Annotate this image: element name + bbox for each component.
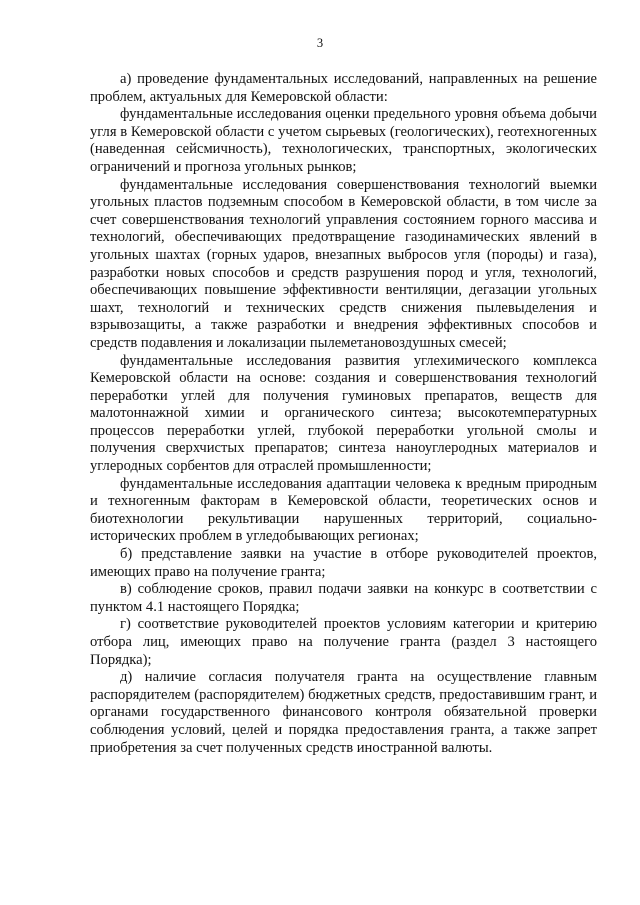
paragraph-b-application: б) представление заявки на участие в отборе руководителей проектов, имеющих право на получение гранта; (90, 546, 597, 580)
paragraph-a-intro: а) проведение фундаментальных исследований, направленных на решение проблем, актуальных для Кемеровской области: (90, 71, 597, 105)
paragraph-d-consent: д) наличие согласия получателя гранта на осуществление главным распорядителем (распорядителем) бюджетных средств, предоставившим грант, и органами государственного финансового контроля обязательной проверки соблюдения условий, целей и порядка предоставления гранта, а также запрет приобретения за счет полученных средств иностранной валюты. (90, 669, 597, 756)
paragraph-coal-chemistry: фундаментальные исследования развития углехимического комплекса Кемеровской области на основе: создания и совершенствования технологий переработки углей для получения гуминовых препаратов, веществ для малотоннажной химии и органического синтеза; высокотемпературных процессов переработки углей, глубокой переработки угольной смолы и получения сверхчистых препаратов; синтеза наноуглеродных материалов и углеродных сорбентов для отраслей промышленности; (90, 352, 597, 475)
paragraph-v-deadlines: в) соблюдение сроков, правил подачи заявки на конкурс в соответствии с пунктом 4.1 настоящего Порядка; (90, 581, 597, 615)
page-number: 3 (316, 36, 324, 50)
paragraph-human-adaptation: фундаментальные исследования адаптации человека к вредным природным и техногенным факторам в Кемеровской области, теоретических основ и биотехнологии рекультивации нарушенных территорий, социально-исторических проблем в угледобывающих регионах; (90, 475, 597, 545)
paragraph-coal-production-limit: фундаментальные исследования оценки предельного уровня объема добычи угля в Кемеровской области с учетом сырьевых (геологических), геотехногенных (наведенная сейсмичность), технологических, транспортных, экологических ограничений и прогноза угольных рынков; (90, 106, 597, 175)
paragraph-underground-mining: фундаментальные исследования совершенствования технологий выемки угольных пластов подземным способом в Кемеровской области, в том числе за счет совершенствования технологий управления состоянием горного массива и технологий, обеспечивающих предотвращение газодинамических явлений в угольных шахтах (горных ударов, внезапных выбросов угля (породы) и газа), разработки новых способов и средств разрушения пород и угля, технологий, обеспечивающих повышение эффективности вентиляции, дегазации угольных шахт, технологий и технических средств снижения пылевыделения и взрывозащиты, а также разработки и внедрения эффективных способов и средств подавления и локализации пылеметановоздушных смесей; (90, 176, 597, 351)
document-body (90, 71, 597, 757)
paragraph-g-compliance: г) соответствие руководителей проектов условиям категории и критерию отбора лиц, имеющих право на получение гранта (раздел 3 настоящего Порядка); (90, 616, 597, 668)
